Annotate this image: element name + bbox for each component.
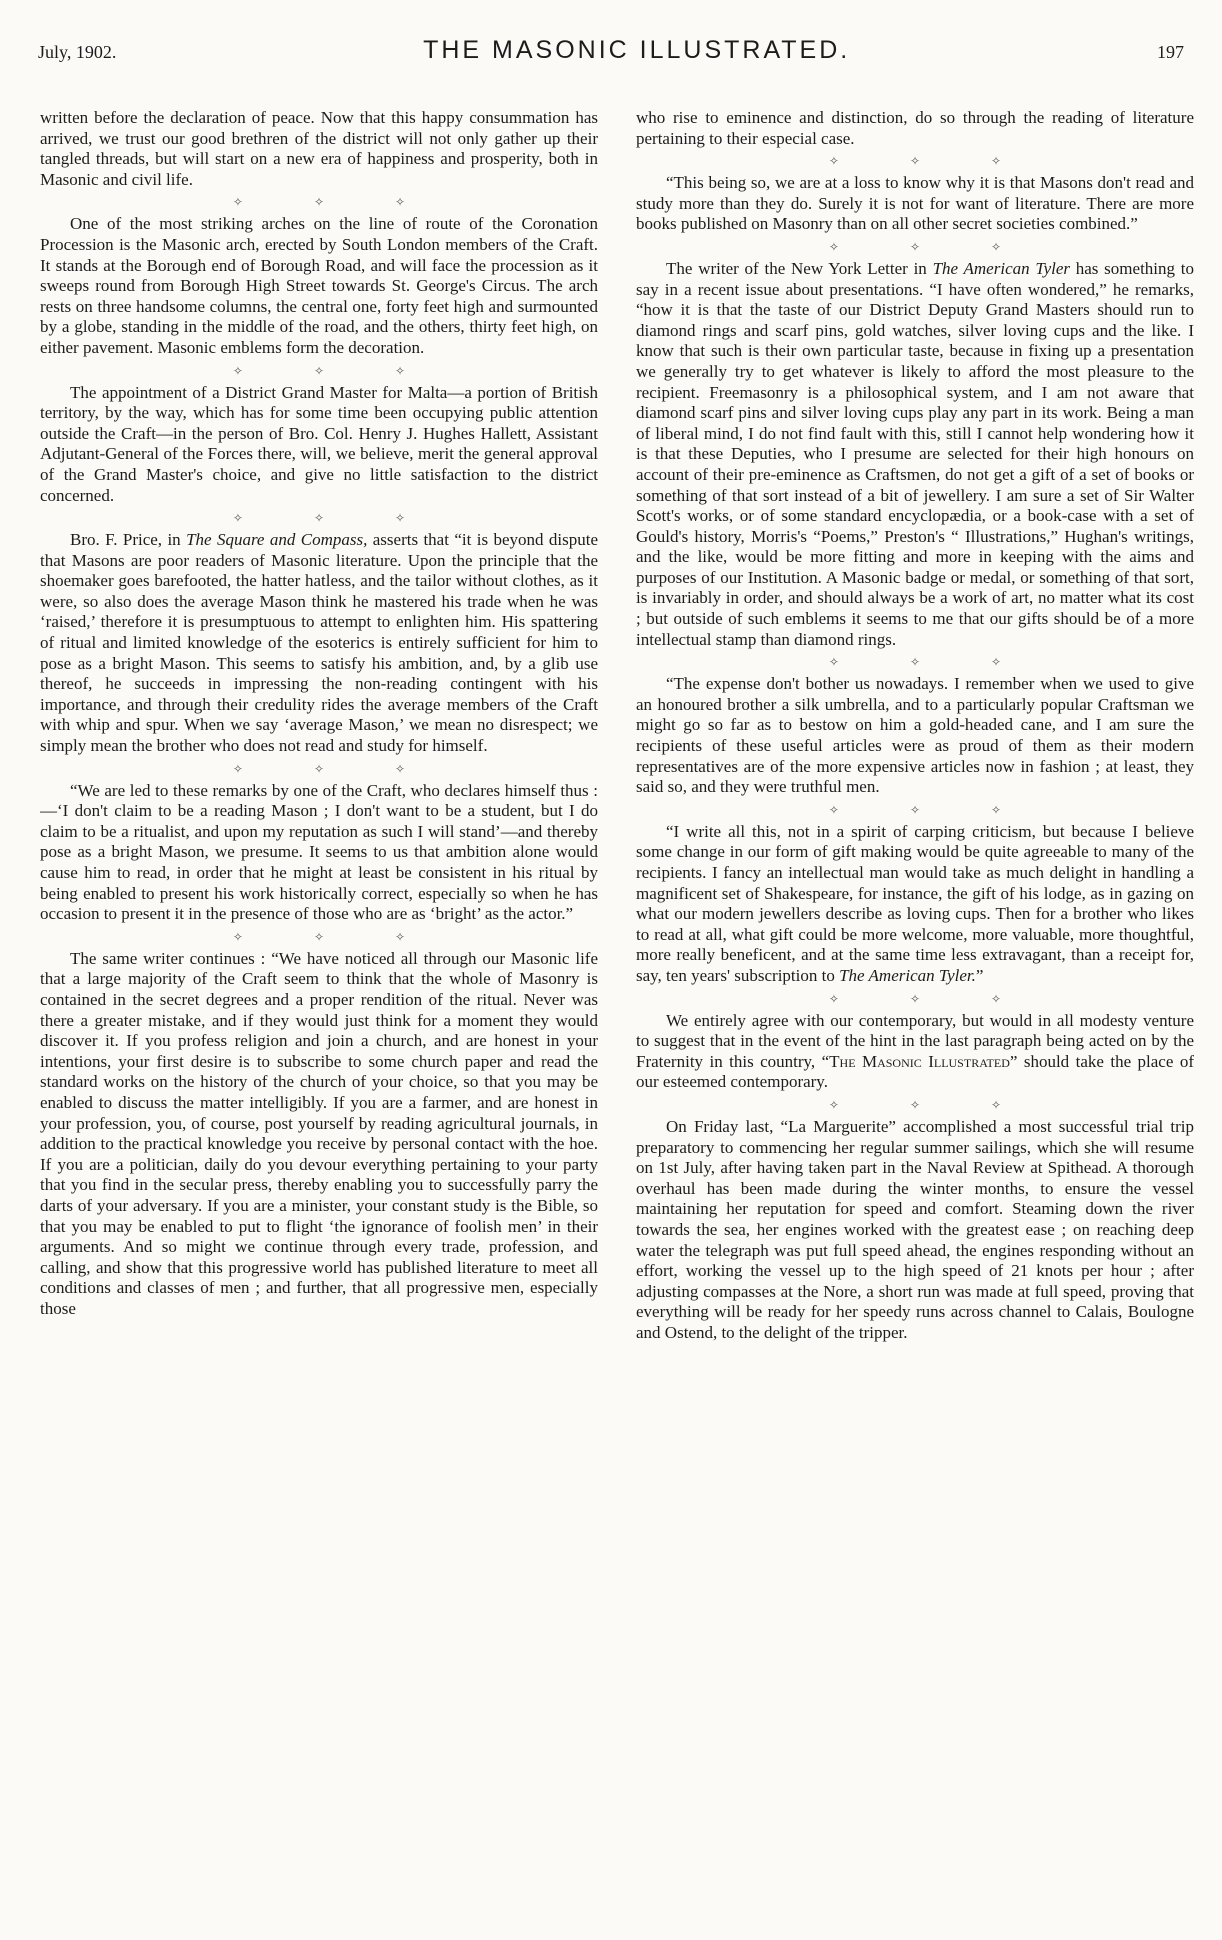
publication-title: The Square and Compass, — [186, 530, 368, 550]
issue-date: July, 1902. — [38, 42, 117, 62]
paragraph-expense: “The expense don't bother us nowadays. I remember when we used to give an honoured brother a silk umbrella, and to a particularly popular Craftsman we might go so far as to bestow on him a gold-headed cane, and I am sure the recipients of these useful articles were as proud of them as their modern representatives are of the more expensive articles now in fashion ; at least, they said so, and they were truthful men. — [636, 674, 1194, 797]
ornament-divider: ✧ ✧ ✧ — [232, 511, 440, 526]
publication-title: The American Tyler. — [839, 965, 976, 985]
paragraph-new-york-letter — [636, 259, 1194, 650]
ornament-divider: ✧ ✧ ✧ — [232, 195, 440, 210]
ornament-divider: ✧ ✧ ✧ — [232, 761, 440, 776]
text-run: “I write all this, not in a spirit of carping criticism, but because I believe some change in our form of gift making would be quite agreeable to many of the recipients. I fancy an intellectual man would take as much delight in handling a magnificent set of Shakespeare, for instance, the gift of his lodge, as in gazing on what our modern jewellers describe as loving cups. Then for a brother who likes to read at all, what gift could be more welcome, more valuable, more thoughtful, more really beneficent, and at the same time less extravagant, than a receipt for, say, ten years' subscription to — [636, 821, 1194, 985]
text-run: ” should take the place of our esteemed contemporary. — [636, 1051, 1194, 1092]
ornament-divider: ✧ ✧ ✧ — [828, 655, 1036, 670]
paragraph-writer-continues: The same writer continues : “We have noticed all through our Masonic life that a large majority of the Craft seem to think that the whole of Masonry is contained in the secret degrees and a proper rendition of the ritual. Never was there a greater mistake, and if they would just think for a moment they would discover it. If you profess religion and join a church, and are honest in your intentions, your first desire is to subscribe to some church paper and read the standard works on the history of the church of your choice, so that you may be enabled to discuss the matter intelligibly. If you are a farmer, and are honest in your profession, you, of course, post yourself by reading agricultural journals, in addition to the practical knowledge you receive by personal contact with the hoe. If you are a politician, daily do you devour everything pertaining to your party that you find in the secular press, thereby enabling you to successfully parry the darts of your adversary. If you are a minister, your constant study is the Bible, so that you may be enabled to put to flight ‘the ignorance of foolish men’ in their arguments. And so might we continue through every trade, profession, and calling, and show that this progressive world has published literature to meet all conditions and classes of men ; and further, that all progressive men, especially those — [40, 948, 598, 1318]
text-run: asserts that “it is beyond dispute that Masons are poor readers of Masonic literature. Upon the principle that the shoemaker goes barefooted, the hatter hatless, and the tailor without clothes, as it were, so also does the average Mason think he mastered his trade when he was ‘raised,’ therefore it is presumptuous to attempt to enlighten him. His spattering of ritual and limited knowledge of the esoterics is entirely sufficient for him to pose as a bright Mason. This seems to satisfy his ambition, and, by a glib use thereof, he succeeds in impressing the non-reading contingent with his importance, and through their credulity rides the average members of the Craft with whip and spur. When we say ‘average Mason,’ we mean no disrespect; we simply mean the brother who does not read and study for himself. — [40, 530, 598, 756]
ornament-divider: ✧ ✧ ✧ — [828, 802, 1036, 817]
masthead-title: THE MASONIC ILLUSTRATED. — [423, 36, 851, 64]
page-number: 197 — [1156, 42, 1184, 62]
paragraph-price — [40, 530, 598, 757]
paragraph-masonic-arch: One of the most striking arches on the line of route of the Coronation Procession is the Masonic arch, erected by South London members of the Craft. It stands at the Borough end of Borough Road, and will face the procession as it sweeps round from Borough High Street towards St. George's Circus. The arch rests on three handsome columns, the central one, forty feet high and surmounted by a globe, standing in the middle of the road, and the others, thirty feet high, on either pavement. Masonic emblems form the decoration. — [40, 214, 598, 357]
text-run: We entirely agree with our contemporary, but would in all modesty venture to suggest that in the event of the hint in the last paragraph being acted on by the Fraternity in this country, “ — [636, 1010, 1194, 1071]
ornament-divider: ✧ ✧ ✧ — [828, 991, 1036, 1006]
ornament-divider: ✧ ✧ ✧ — [828, 154, 1036, 169]
text-run: has something to say in a recent issue about presentations. “I have often wondered,” he remarks, “how it is that the taste of our District Deputy Grand Masters should run to diamond rings and scarf pins, gold watches, silver loving cups and the like. I know that such is their own particular taste, because in fixing up a presentation we generally try to get whatever is likely to afford the most pleasure to the recipient. Freemasonry is a philosophical system, and I am not aware that diamond scarf pins and silver loving cups play any part in its work. Being a man of liberal mind, I do not find fault with this, still I cannot help wondering how it is that these Deputies, who I presume are selected for their high honours on account of their pre-eminence as Craftsmen, do not get a gift of a set of books or something of that sort instead of a bit of jewellery. I am sure a set of Sir Walter Scott's works, or of some standard encyclopædia, or a book-case with a set of Gould's history, Morris's “Poems,” Preston's “ Illustrations,” Hughan's writings, and the like, would be more fitting and more in keeping with the aims and purposes of our Institution. A Masonic badge or medal, or something of that sort, is invariably in order, and should always be a work of art, no matter what its cost ; but outside of such emblems it seems to me that our gifts should be of a more intellectual stamp than diamond rings. — [636, 258, 1194, 649]
publication-title: The American Tyler — [932, 258, 1070, 278]
ornament-divider: ✧ ✧ ✧ — [232, 929, 440, 944]
paragraph-contemporary — [636, 1011, 1194, 1093]
text-run: ” — [975, 965, 984, 985]
text-run: Bro. F. Price, in — [70, 530, 187, 550]
paragraph-peace: written before the declaration of peace. Now that this happy consummation has arrived, we trust our good brethren of the district will not only gather up their tangled threads, but will start on a new era of happiness and prosperity, both in Masonic and civil life. — [40, 108, 598, 189]
paragraph-la-marguerite: On Friday last, “La Marguerite” accomplished a most successful trial trip preparatory to commencing her regular summer sailings, which she will resume on 1st July, after having taken part in the Naval Review at Spithead. A thorough overhaul has been made during the winter months, to ensure the vessel maintaining her reputation for speed and comfort. Steaming down the river towards the sea, her engines worked with the greatest ease ; on reaching deep water the telegraph was put full speed ahead, the engines responding without an effort, working the vessel up to the high speed of 21 knots per hour ; after adjusting compasses at the Nore, a short run was made at full speed, proving that everything will be ready for her speedy runs across channel to Calais, Boulogne and Ostend, to the delight of the tripper. — [636, 1116, 1194, 1342]
publication-name: The Masonic Illustrated — [829, 1051, 1010, 1071]
right-column — [636, 108, 1194, 1920]
ornament-divider: ✧ ✧ ✧ — [232, 363, 440, 378]
ornament-divider: ✧ ✧ ✧ — [828, 1097, 1036, 1112]
paragraph-eminence: who rise to eminence and distinction, do so through the reading of literature pertaining to their especial case. — [636, 108, 1194, 148]
paragraph-malta: The appointment of a District Grand Master for Malta—a portion of British territory, by the way, which has for some time been occupying public attention outside the Craft—in the person of Bro. Col. Henry J. Hughes Hallett, Assistant Adjutant-General of the Forces there, will, we believe, merit the general approval of the Grand Master's choice, and give no little satisfaction to the district concerned. — [40, 382, 598, 505]
text-run: The writer of the New York Letter in — [666, 258, 933, 278]
paragraph-reading-mason: “We are led to these remarks by one of the Craft, who declares himself thus :—‘I don't claim to be a reading Mason ; I don't want to be a student, but I do claim to be a ritualist, and upon my reputation as such I will stand’—and thereby pose as a bright Mason, we presume. It seems to us that ambition alone would cause him to read, in order that he might at least be consistent in his ritual by being enabled to present his work historically correct, especially so when he has occasion to present it in the presence of those who are as ‘bright’ as the actor.” — [40, 780, 598, 924]
ornament-divider: ✧ ✧ ✧ — [828, 239, 1036, 254]
page-header — [38, 36, 1184, 76]
left-column — [40, 108, 598, 1920]
paragraph-carping-criticism — [636, 822, 1194, 987]
paragraph-loss-to-know: “This being so, we are at a loss to know why it is that Masons don't read and study more than they do. Surely it is not for want of literature. There are more books published on Masonry than on all other secret societies combined.” — [636, 173, 1194, 234]
